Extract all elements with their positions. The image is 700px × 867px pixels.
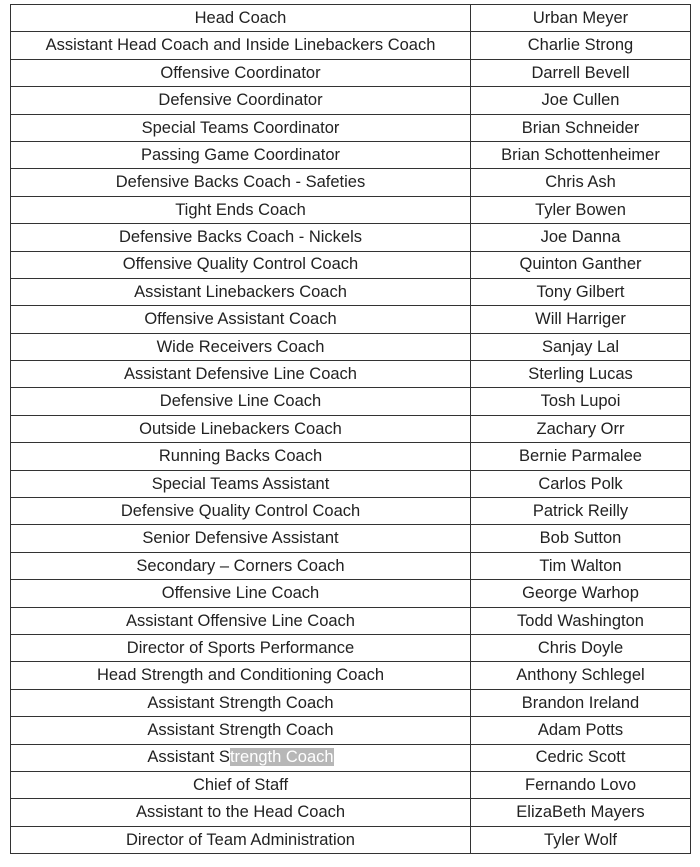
staff-name-cell: Fernando Lovo <box>471 771 691 798</box>
table-row <box>11 59 691 86</box>
staff-title-cell: Senior Defensive Assistant <box>11 525 471 552</box>
selected-text-highlight[interactable]: trength Coach <box>229 748 334 767</box>
staff-title-cell: Chief of Staff <box>11 771 471 798</box>
staff-title-cell: Outside Linebackers Coach <box>11 415 471 442</box>
staff-name-cell: Tyler Wolf <box>471 826 691 853</box>
staff-name-cell: Tosh Lupoi <box>471 388 691 415</box>
staff-table-body <box>11 5 691 854</box>
staff-title-cell: Running Backs Coach <box>11 443 471 470</box>
staff-name-cell: Bob Sutton <box>471 525 691 552</box>
staff-title-cell: Head Strength and Conditioning Coach <box>11 662 471 689</box>
staff-title-cell: Assistant Strength Coach <box>11 689 471 716</box>
table-row <box>11 278 691 305</box>
table-row <box>11 717 691 744</box>
staff-name-cell: Anthony Schlegel <box>471 662 691 689</box>
table-row <box>11 196 691 223</box>
staff-title-cell: Defensive Backs Coach - Nickels <box>11 224 471 251</box>
staff-table <box>10 4 691 854</box>
table-row <box>11 333 691 360</box>
staff-title-cell: Defensive Line Coach <box>11 388 471 415</box>
table-row <box>11 32 691 59</box>
staff-name-cell: George Warhop <box>471 580 691 607</box>
table-row <box>11 306 691 333</box>
staff-name-cell: Adam Potts <box>471 717 691 744</box>
staff-name-cell: Urban Meyer <box>471 5 691 32</box>
staff-title-cell: Wide Receivers Coach <box>11 333 471 360</box>
staff-name-cell: Quinton Ganther <box>471 251 691 278</box>
staff-title-cell: Passing Game Coordinator <box>11 141 471 168</box>
staff-title-cell: Offensive Assistant Coach <box>11 306 471 333</box>
staff-name-cell: ElizaBeth Mayers <box>471 799 691 826</box>
table-row <box>11 443 691 470</box>
staff-title-cell: Tight Ends Coach <box>11 196 471 223</box>
staff-name-cell: Zachary Orr <box>471 415 691 442</box>
staff-title-cell: Defensive Quality Control Coach <box>11 498 471 525</box>
staff-name-cell: Todd Washington <box>471 607 691 634</box>
table-row <box>11 169 691 196</box>
staff-title-cell: Defensive Backs Coach - Safeties <box>11 169 471 196</box>
staff-title-cell: Defensive Coordinator <box>11 87 471 114</box>
staff-name-cell: Brian Schottenheimer <box>471 141 691 168</box>
table-row <box>11 580 691 607</box>
staff-name-cell: Patrick Reilly <box>471 498 691 525</box>
table-row <box>11 662 691 689</box>
table-row <box>11 87 691 114</box>
staff-title-cell: Assistant Offensive Line Coach <box>11 607 471 634</box>
staff-name-cell: Will Harriger <box>471 306 691 333</box>
staff-name-cell: Chris Doyle <box>471 634 691 661</box>
staff-title-cell: Special Teams Assistant <box>11 470 471 497</box>
table-row <box>11 799 691 826</box>
table-row <box>11 251 691 278</box>
table-row <box>11 141 691 168</box>
staff-name-cell: Tim Walton <box>471 552 691 579</box>
table-row <box>11 498 691 525</box>
staff-title-cell: Director of Team Administration <box>11 826 471 853</box>
staff-title-cell: Offensive Line Coach <box>11 580 471 607</box>
staff-title-cell: Special Teams Coordinator <box>11 114 471 141</box>
staff-name-cell: Joe Danna <box>471 224 691 251</box>
staff-title-cell: Assistant Head Coach and Inside Linebackers Coach <box>11 32 471 59</box>
staff-title-cell: Secondary – Corners Coach <box>11 552 471 579</box>
table-row <box>11 224 691 251</box>
staff-title-cell: Offensive Quality Control Coach <box>11 251 471 278</box>
staff-title-cell: Assistant Linebackers Coach <box>11 278 471 305</box>
staff-name-cell: Darrell Bevell <box>471 59 691 86</box>
table-row <box>11 415 691 442</box>
staff-title-cell: Assistant to the Head Coach <box>11 799 471 826</box>
staff-name-cell: Brian Schneider <box>471 114 691 141</box>
staff-title-cell <box>11 744 471 771</box>
staff-name-cell: Tyler Bowen <box>471 196 691 223</box>
table-row <box>11 525 691 552</box>
table-row <box>11 470 691 497</box>
staff-name-cell: Brandon Ireland <box>471 689 691 716</box>
table-row <box>11 744 691 771</box>
table-row <box>11 826 691 853</box>
staff-name-cell: Tony Gilbert <box>471 278 691 305</box>
staff-name-cell: Bernie Parmalee <box>471 443 691 470</box>
table-row <box>11 552 691 579</box>
table-row <box>11 5 691 32</box>
table-row <box>11 114 691 141</box>
table-row <box>11 361 691 388</box>
staff-name-cell: Cedric Scott <box>471 744 691 771</box>
table-row <box>11 388 691 415</box>
staff-name-cell: Carlos Polk <box>471 470 691 497</box>
staff-name-cell: Joe Cullen <box>471 87 691 114</box>
staff-title-cell: Director of Sports Performance <box>11 634 471 661</box>
table-row <box>11 607 691 634</box>
staff-title-cell: Head Coach <box>11 5 471 32</box>
staff-name-cell: Charlie Strong <box>471 32 691 59</box>
table-row <box>11 634 691 661</box>
table-row <box>11 771 691 798</box>
staff-name-cell: Sanjay Lal <box>471 333 691 360</box>
staff-title-cell: Assistant Defensive Line Coach <box>11 361 471 388</box>
staff-title-cell: Assistant Strength Coach <box>11 717 471 744</box>
staff-name-cell: Chris Ash <box>471 169 691 196</box>
staff-title-cell: Offensive Coordinator <box>11 59 471 86</box>
staff-title-text: Assistant S <box>147 748 230 767</box>
staff-name-cell: Sterling Lucas <box>471 361 691 388</box>
table-row <box>11 689 691 716</box>
